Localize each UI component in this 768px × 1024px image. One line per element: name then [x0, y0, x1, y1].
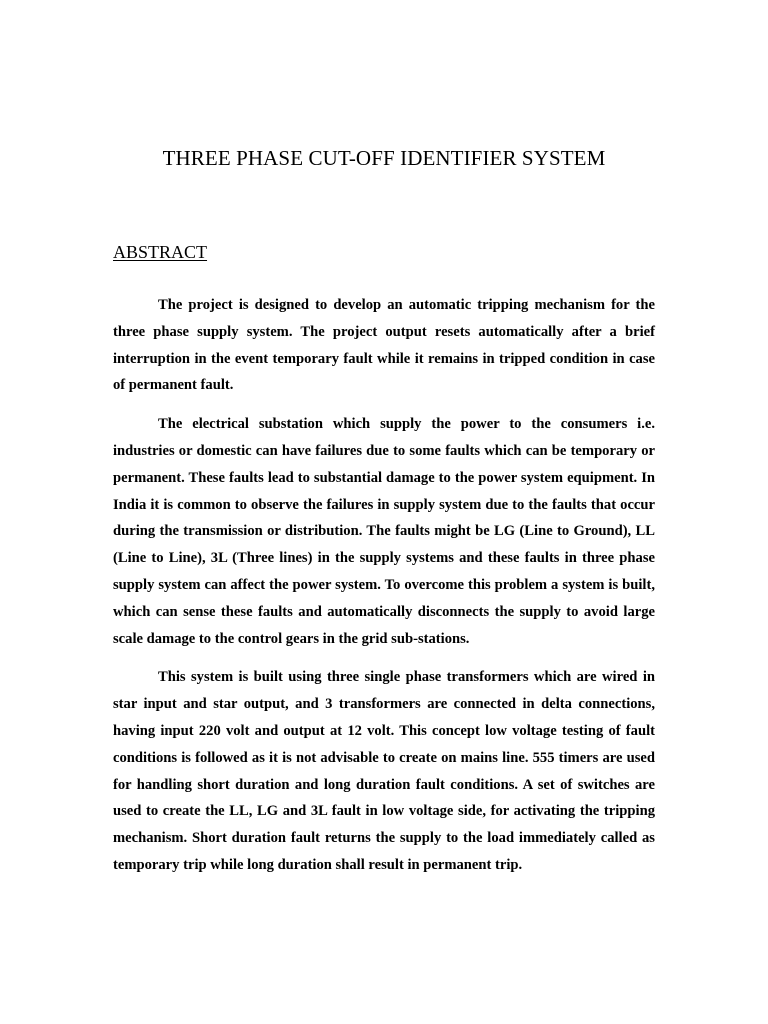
abstract-body — [113, 292, 655, 891]
abstract-paragraph-2: The electrical substation which supply the power to the consumers i.e. industries or domestic can have failures due to some faults which can be temporary or permanent. These faults lead to substantial damage to the power system equipment. In India it is common to observe the failures in supply system due to the faults that occur during the transmission or distribution. The faults might be LG (Line to Ground), LL (Line to Line), 3L (Three lines) in the supply systems and these faults in three phase supply system can affect the power system. To overcome this problem a system is built, which can sense these faults and automatically disconnects the supply to avoid large scale damage to the control gears in the grid sub-stations. — [113, 416, 655, 647]
abstract-paragraph-1: The project is designed to develop an automatic tripping mechanism for the three phase supply system. The project output resets automatically after a brief interruption in the event temporary fault while it remains in tripped condition in case of permanent fault. — [113, 297, 655, 394]
section-heading-abstract: ABSTRACT — [113, 242, 208, 262]
abstract-paragraph-3: This system is built using three single phase transformers which are wired in star input and star output, and 3 transformers are connected in delta connections, having input 220 volt and output at 12 volt. This concept low voltage testing of fault conditions is followed as it is not advisable to create on mains line. 555 timers are used for handling short duration and long duration fault conditions. A set of switches are used to create the LL, LG and 3L fault in low voltage side, for activating the tripping mechanism. Short duration fault returns the supply to the load immediately called as temporary trip while long duration shall result in permanent trip. — [113, 669, 655, 873]
document-title: THREE PHASE CUT-OFF IDENTIFIER SYSTEM — [162, 146, 606, 170]
